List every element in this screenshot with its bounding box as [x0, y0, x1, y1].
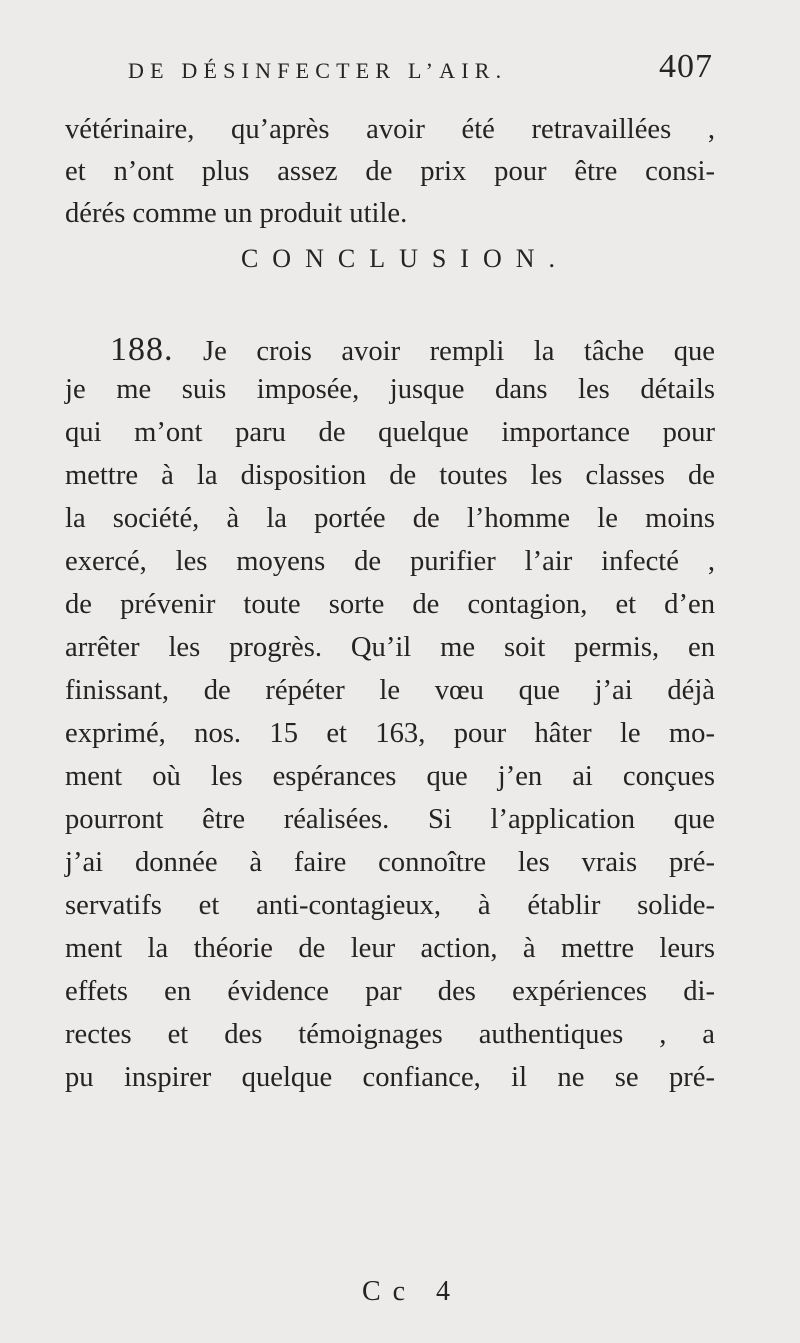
text-line: pu inspirer quelque confiance, il ne se pré- [65, 1062, 715, 1093]
text-line: servatifs et anti-contagieux, à établir solide- [65, 890, 715, 921]
text-line: rectes et des témoignages authentiques , a [65, 1019, 715, 1050]
section-heading: CONCLUSION. [240, 244, 570, 273]
text-line: exercé, les moyens de purifier l’air infecté , [65, 546, 715, 577]
text-line: je me suis imposée, jusque dans les détails [65, 374, 715, 405]
page-number: 407 [659, 48, 713, 85]
paragraph-number: 188. [110, 331, 174, 368]
text-line: arrêter les progrès. Qu’il me soit permis, en [65, 632, 715, 663]
text-line: finissant, de répéter le vœu que j’ai déjà [65, 675, 715, 706]
running-head [128, 50, 713, 94]
text-line: la société, à la portée de l’homme le moins [65, 503, 715, 534]
text-line: ment la théorie de leur action, à mettre leurs [65, 933, 715, 964]
running-title: DE DÉSINFECTER L’AIR. [128, 58, 508, 83]
text-line: mettre à la disposition de toutes les classes de [65, 460, 715, 491]
text-line: qui m’ont paru de quelque importance pour [65, 417, 715, 448]
paragraph-first-line [110, 332, 715, 370]
text-line: effets en évidence par des expériences di- [65, 976, 715, 1007]
text-line: vétérinaire, qu’après avoir été retravaillées , [65, 114, 715, 145]
paragraph-opening-text: Je crois avoir rempli la tâche que [203, 336, 715, 367]
text-line: j’ai donnée à faire connoître les vrais pré- [65, 847, 715, 878]
text-line: dérés comme un produit utile. [65, 198, 408, 229]
text-line: exprimé, nos. 15 et 163, pour hâter le mo- [65, 718, 715, 749]
text-line: de prévenir toute sorte de contagion, et d’en [65, 589, 715, 620]
signature-mark: Cc 4 [361, 1276, 463, 1307]
text-line: pourront être réalisées. Si l’application que [65, 804, 715, 835]
text-line: ment où les espérances que j’en ai conçues [65, 761, 715, 792]
text-line: et n’ont plus assez de prix pour être consi- [65, 156, 715, 187]
